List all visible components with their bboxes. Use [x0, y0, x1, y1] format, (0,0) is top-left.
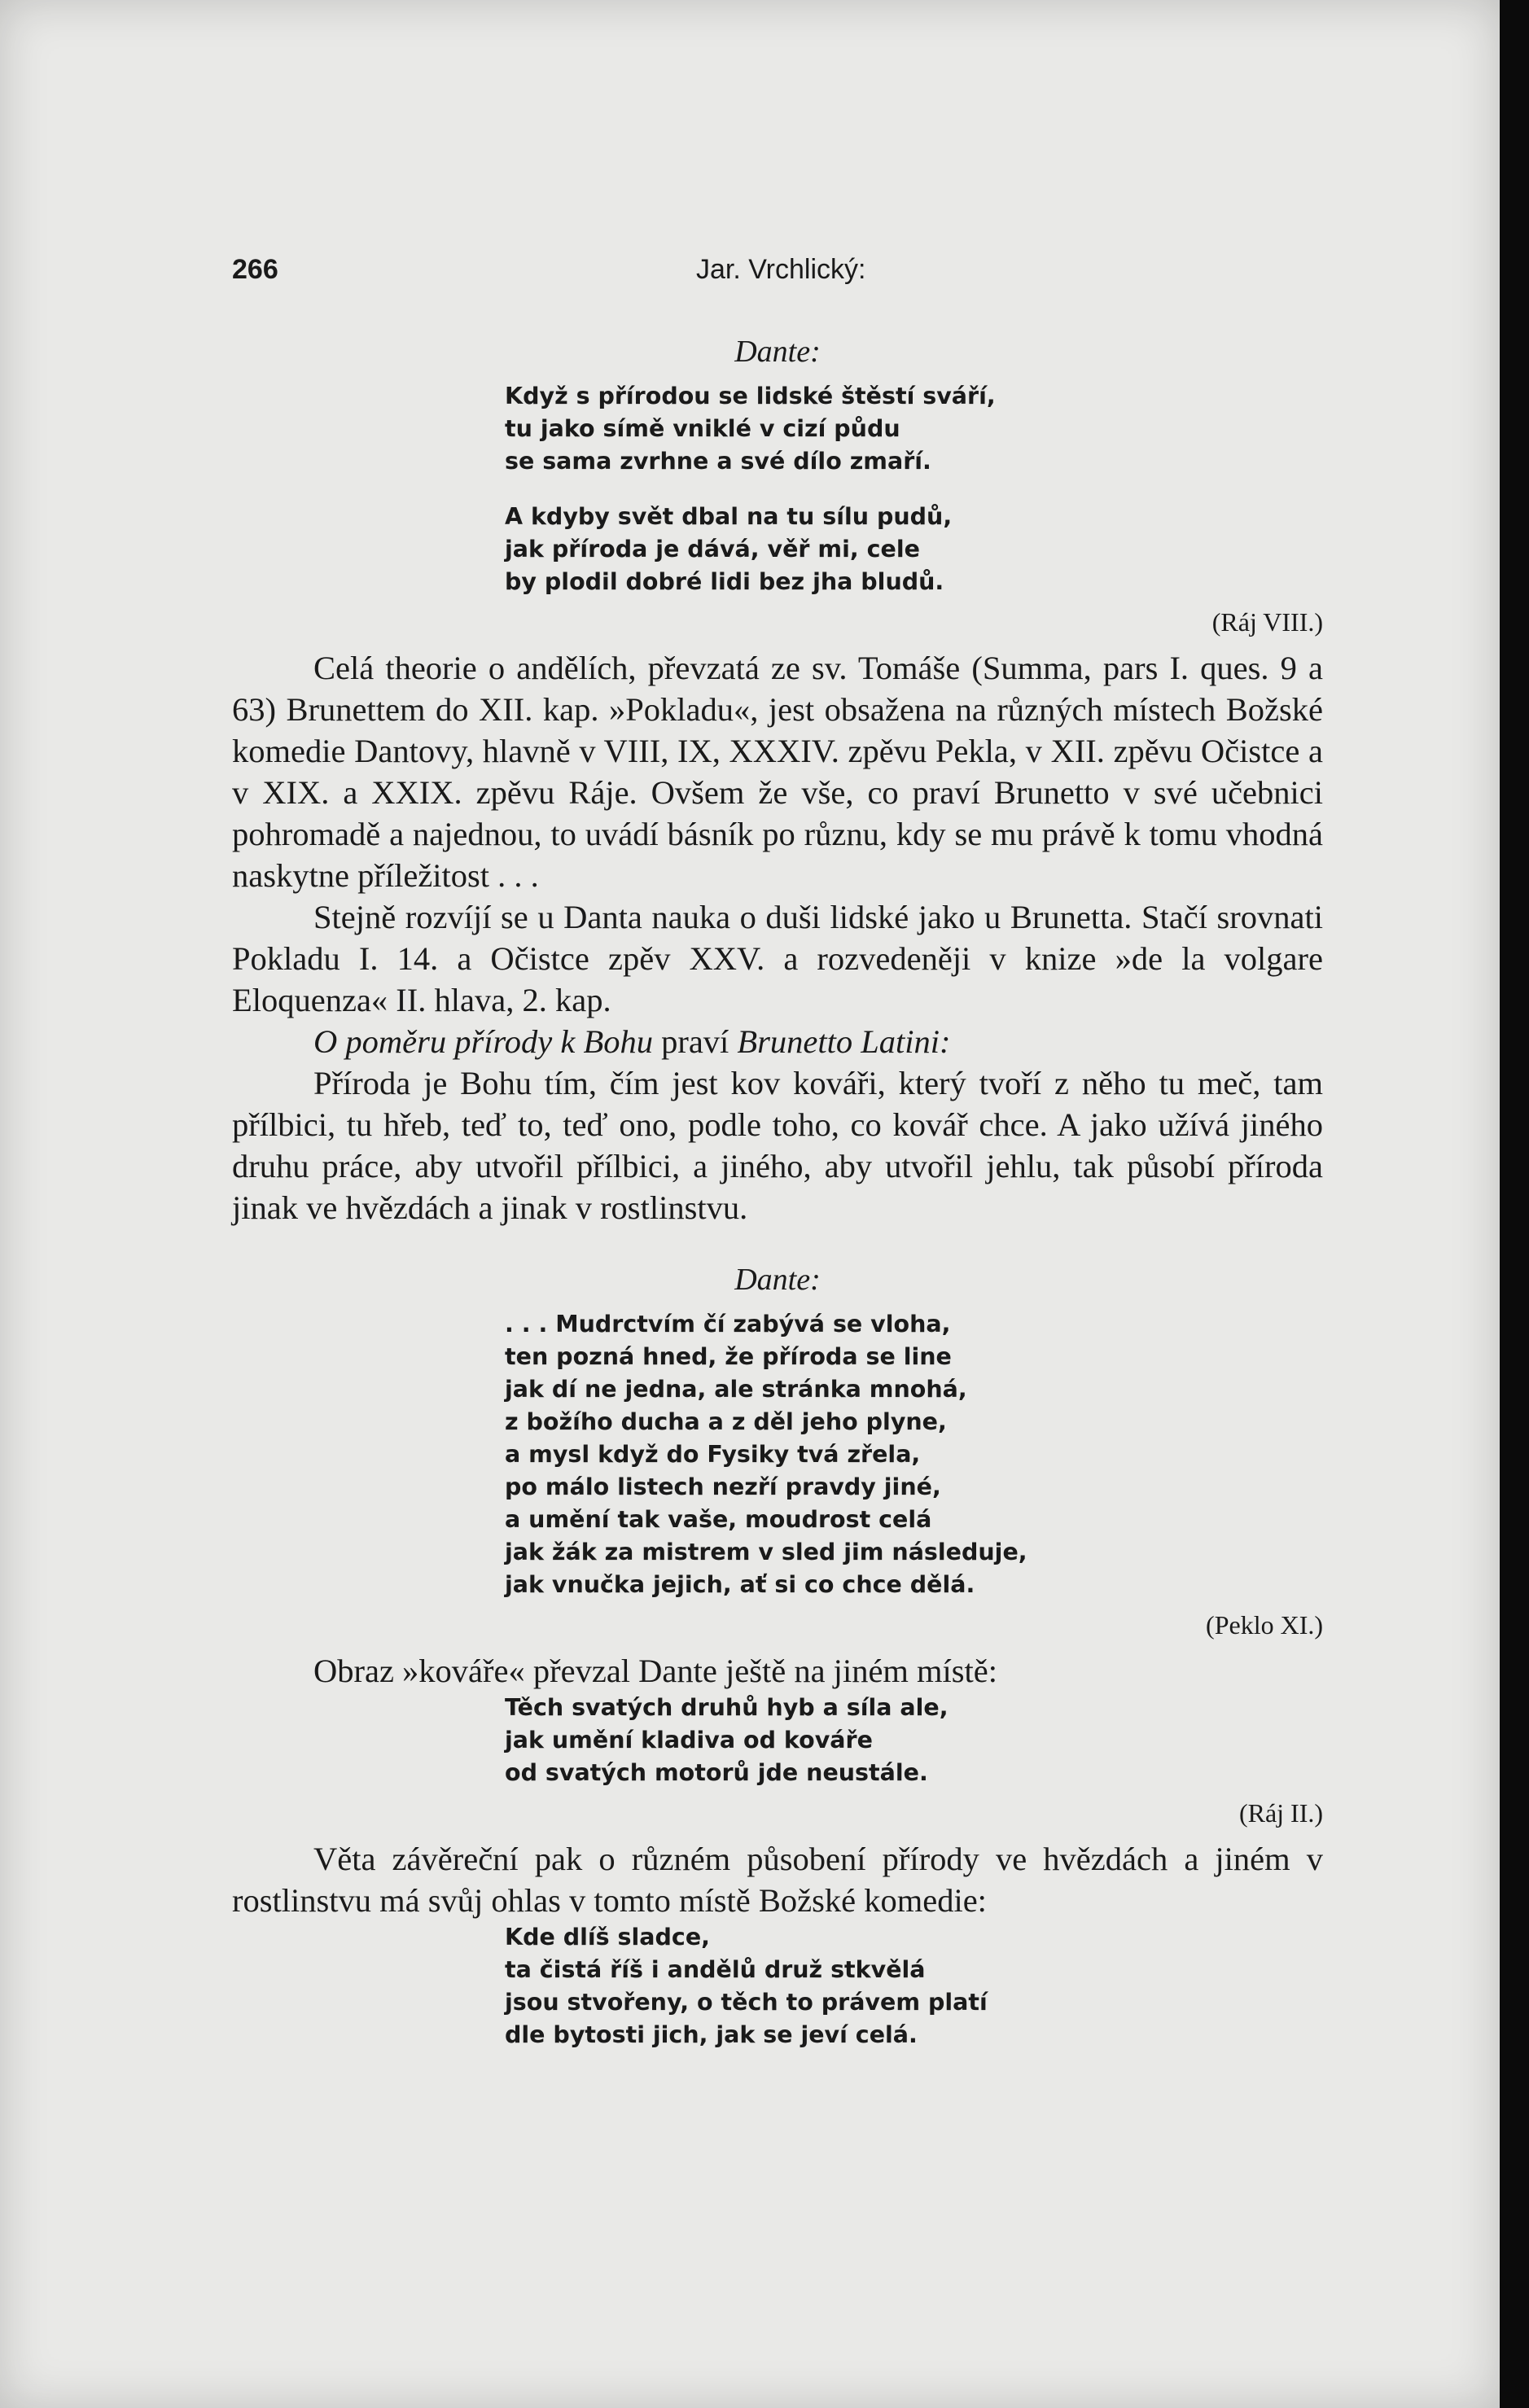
- verse-line: jak příroda je dává, věř mi, cele: [505, 536, 920, 563]
- verse-line: z božího ducha a z děl jeho plyne,: [505, 1408, 947, 1435]
- verse-line: . . . Mudrctvím čí zabývá se vloha,: [505, 1311, 951, 1338]
- verse-line: jak dí ne jedna, ale stránka mnohá,: [505, 1376, 967, 1403]
- citation: (Ráj II.): [1238, 1798, 1323, 1828]
- body-paragraph: Věta závěreční pak o různém působení přírody ve hvězdách a jiném v rostlinstvu má svůj ohlas v tomto místě Božské komedie:: [232, 1841, 1323, 1919]
- verse-line: po málo listech nezří pravdy jiné,: [505, 1473, 941, 1500]
- verse-stanza: [505, 1308, 1323, 1601]
- page-header: [232, 254, 1323, 295]
- verse-line: jsou stvořeny, o těch to právem platí: [505, 1989, 988, 2016]
- verse-stanza: [505, 380, 1323, 478]
- verse-line: dle bytosti jich, jak se jeví celá.: [505, 2021, 918, 2048]
- verse-line: ta čistá říš i andělů druž stkvělá: [505, 1956, 926, 1983]
- verse-quote: [505, 1921, 1323, 2051]
- verse-line: Kde dlíš sladce,: [505, 1924, 710, 1950]
- verse-line: jak vnučka jejich, ať si co chce dělá.: [505, 1571, 975, 1598]
- body-paragraph: Celá theorie o andělích, převzatá ze sv. Tomáše (Summa, pars I. ques. 9 a 63) Brunettem do XII. kap. »Pokladu«, jest obsažena na různých místech Božské komedie Dantovy, hlavně v VIII, IX, XXXIV. zpěvu Pekla, v XII. zpěvu Očistce a v XIX. a XXIX. zpěvu Ráje. Ovšem že vše, co praví Brunetto v své učebnici pohromadě a najednou, to uvádí básník po různu, kdy se mu právě k tomu vhodná naskytne příležitost . . .: [232, 650, 1323, 894]
- verse-stanza: [505, 1921, 1323, 2051]
- spacer: [232, 1228, 1323, 1258]
- speaker-label: Dante:: [734, 1263, 821, 1297]
- lead-text: praví: [652, 1023, 738, 1060]
- verse-quote: [505, 1308, 1323, 1601]
- verse-quote: [505, 1692, 1323, 1789]
- section-lead: [232, 1021, 1323, 1062]
- verse-stanza: [505, 1692, 1323, 1789]
- verse-quote: [505, 380, 1323, 598]
- verse-line: Těch svatých druhů hyb a síla ale,: [505, 1694, 949, 1721]
- verse-line: a umění tak vaše, moudrost celá: [505, 1506, 932, 1533]
- body-paragraph: Obraz »kováře« převzal Dante ještě na jiném místě:: [313, 1653, 998, 1689]
- verse-line: jak umění kladiva od kováře: [505, 1727, 873, 1753]
- verse-line: ten pozná hned, že příroda se line: [505, 1343, 952, 1370]
- lead-italic: O poměru přírody k Bohu: [313, 1023, 653, 1060]
- verse-line: by plodil dobré lidi bez jha bludů.: [505, 568, 944, 595]
- verse-line: od svatých motorů jde neustále.: [505, 1759, 928, 1786]
- verse-line: jak žák za mistrem v sled jim následuje,: [505, 1539, 1027, 1565]
- verse-line: a mysl když do Fysiky tvá zřela,: [505, 1441, 921, 1468]
- verse-stanza: [505, 501, 1323, 598]
- verse-line: se sama zvrhne a své dílo zmaří.: [505, 448, 931, 475]
- verse-line: Když s přírodou se lidské štěstí sváří,: [505, 383, 996, 409]
- lead-italic: Brunetto Latini:: [737, 1023, 951, 1060]
- verse-line: A kdyby svět dbal na tu sílu pudů,: [505, 503, 953, 530]
- body-paragraph: Příroda je Bohu tím, čím jest kov kováři, který tvoří z něho tu meč, tam přílbici, tu hřeb, teď to, teď ono, podle toho, co kovář chce. A jako užívá jiného druhu práce, aby utvořil přílbici, a jiného, aby utvořil jehlu, tak působí příroda jinak ve hvězdách a jinak v rostlinstvu.: [232, 1065, 1323, 1226]
- citation: (Ráj VIII.): [1211, 607, 1323, 637]
- page-number: 266: [232, 254, 278, 285]
- running-title: Jar. Vrchlický:: [696, 254, 866, 285]
- speaker-label: Dante:: [734, 335, 821, 369]
- body-paragraph: Stejně rozvíjí se u Danta nauka o duši lidské jako u Brunetta. Stačí srovnati Pokladu I. 14. a Očistce zpěv XXV. a rozvedeněji v knize »de la volgare Eloquenza« II. hlava, 2. kap.: [232, 899, 1323, 1018]
- page-content: [232, 330, 1323, 2051]
- citation: (Peklo XI.): [1206, 1610, 1323, 1640]
- verse-line: tu jako símě vniklé v cizí půdu: [505, 415, 900, 442]
